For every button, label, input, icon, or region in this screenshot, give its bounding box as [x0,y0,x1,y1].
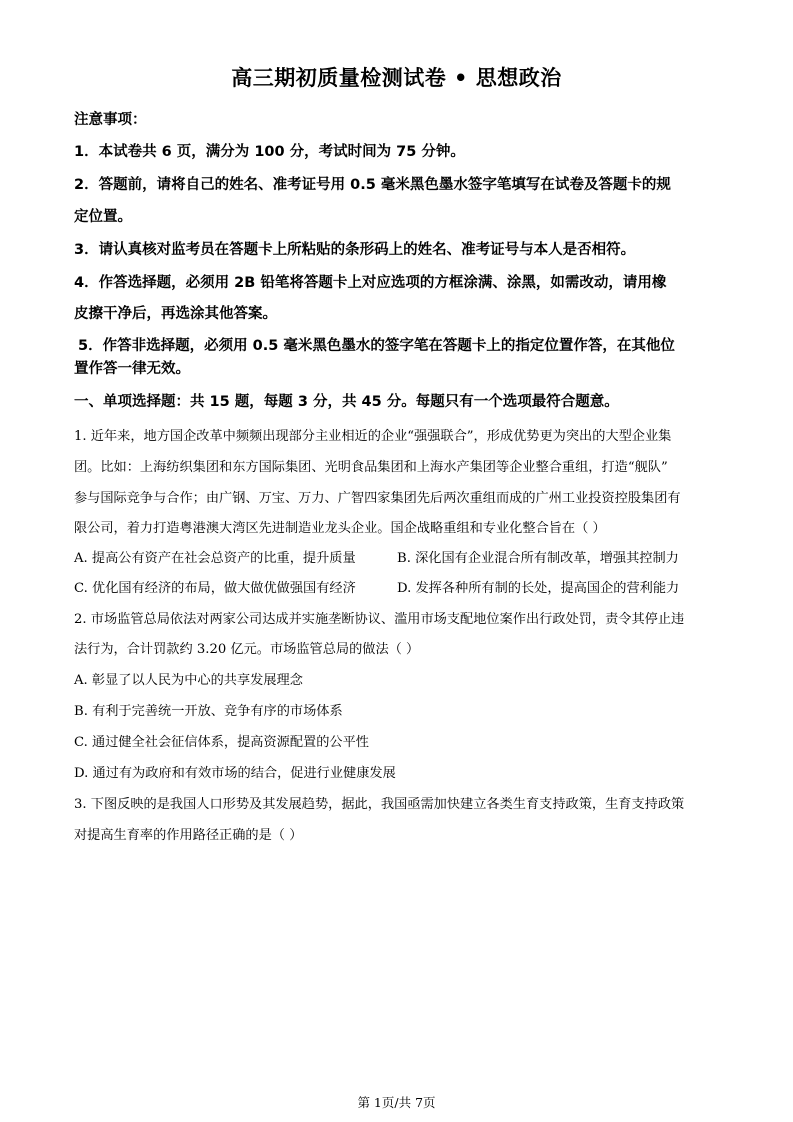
question-2-option-b: B. 有利于完善统一开放、竞争有序的市场体系 [74,704,343,719]
notice-heading: 注意事项： [74,112,147,128]
question-1-option-b: B. 深化国有企业混合所有制改革，增强其控制力 [397,551,679,566]
notice-line: 4．作答选择题，必须用 2B 铅笔将答题卡上对应选项的方框涂满、涂黑，如需改动，请用橡 [74,275,667,291]
question-1-option-d: D. 发挥各种所有制的长处，提高国企的营利能力 [397,581,680,596]
notice-line: 定位置。 [74,209,132,225]
notice-line: 皮擦干净后，再选涂其他答案。 [74,306,277,322]
question-1-line: 参与国际竞争与合作；由广钢、万宝、万力、广智四家集团先后两次重组而成的广州工业投资控股集团有 [74,491,681,506]
section-heading: 一、单项选择题：共 15 题，每题 3 分，共 45 分。每题只有一个选项最符合题意。 [74,394,619,410]
question-1-option-c: C. 优化国有经济的布局，做大做优做强国有经济 [74,581,356,596]
notice-line: 3．请认真核对监考员在答题卡上所粘贴的条形码上的姓名、准考证号与本人是否相符。 [74,242,636,258]
question-1-line: 团。比如：上海纺织集团和东方国际集团、光明食品集团和上海水产集团等企业整合重组，打造“舰队” [74,460,668,475]
notice-line: 5．作答非选择题，必须用 0.5 毫米黑色墨水的签字笔在答题卡上的指定位置作答，在其他位 [78,338,675,354]
question-3-line: 对提高生育率的作用路径正确的是（ ） [74,828,303,843]
notice-line: 1．本试卷共 6 页，满分为 100 分，考试时间为 75 分钟。 [74,144,465,160]
page-title: 高三期初质量检测试卷 • 思想政治 [231,66,562,90]
page-footer: 第 1页/共 7页 [357,1095,436,1110]
notice-line: 置作答一律无效。 [74,361,190,377]
question-2-line: 2. 市场监管总局依法对两家公司达成并实施垄断协议、滥用市场支配地位案作出行政处罚，责令其停止违 [74,612,685,627]
question-2-option-c: C. 通过健全社会征信体系，提高资源配置的公平性 [74,735,369,750]
question-1-line: 限公司，着力打造粤港澳大湾区先进制造业龙头企业。国企战略重组和专业化整合旨在（ ） [74,521,606,536]
question-1-line: 1. 近年来，地方国企改革中频频出现部分主业相近的企业“强强联合”，形成优势更为突出的大型企业集 [74,429,672,444]
question-2-option-d: D. 通过有为政府和有效市场的结合，促进行业健康发展 [74,766,396,781]
question-2-line: 法行为，合计罚款约 3.20 亿元。市场监管总局的做法（ ） [74,642,420,657]
notice-line: 2．答题前，请将自己的姓名、准考证号用 0.5 毫米黑色墨水签字笔填写在试卷及答题卡的规 [74,177,671,193]
question-1-option-a: A. 提高公有资产在社会总资产的比重，提升质量 [74,551,356,566]
question-2-option-a: A. 彰显了以人民为中心的共享发展理念 [74,673,303,688]
question-3-line: 3. 下图反映的是我国人口形势及其发展趋势，据此，我国亟需加快建立各类生育支持政策，生育支持政策 [74,797,685,812]
